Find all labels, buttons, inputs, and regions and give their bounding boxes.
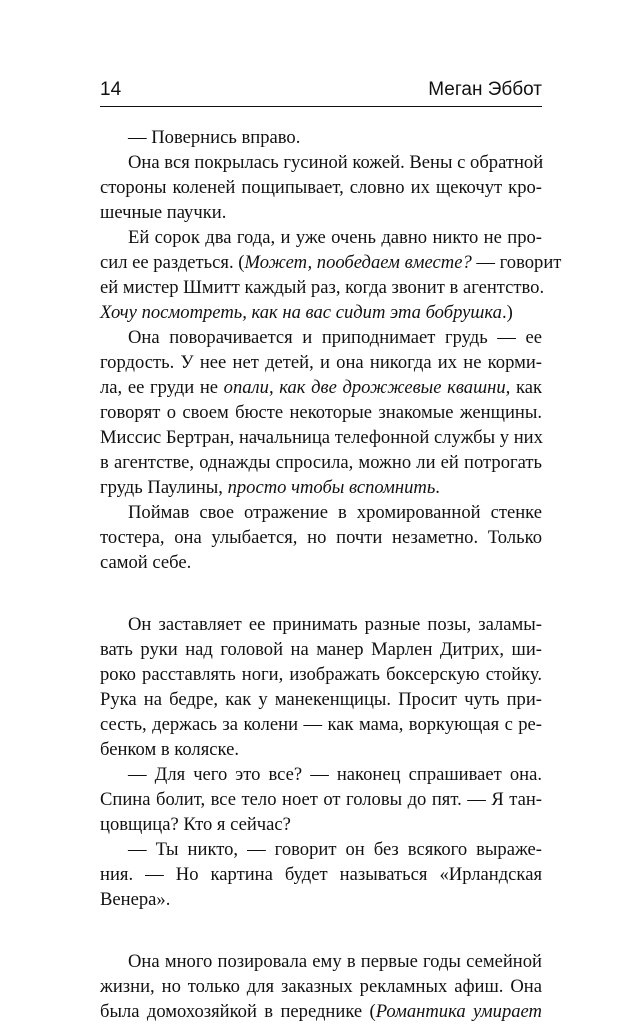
italic-phrase: Романтика умирает xyxy=(375,1001,542,1022)
section-break xyxy=(100,575,542,612)
text-line: цовщица? Кто я сейчас? xyxy=(100,814,291,835)
section-break xyxy=(100,912,542,949)
text-line: стороны коленей пощипывает, словно их щекочут кро- xyxy=(100,177,542,198)
page-header xyxy=(100,78,542,102)
text-line: ей мистер Шмитт каждый раз, когда звонит в агентство. xyxy=(100,277,545,298)
text-line: Миссис Бертран, начальница телефонной службы у них xyxy=(100,427,543,448)
text-line: шечные паучки. xyxy=(100,202,227,223)
text-line: сесть, держась за колени — как мама, воркующая с ре- xyxy=(100,714,542,735)
body-text xyxy=(100,125,562,1024)
running-head-author: Меган Эббот xyxy=(428,79,542,100)
text-line: в агентстве, однажды спросила, можно ли ей потрогать xyxy=(100,452,542,473)
text-line: грудь Паулины, просто чтобы вспомнить. xyxy=(100,477,440,498)
text-line: Рука на бедре, как у манекенщицы. Просит чуть при- xyxy=(100,689,542,710)
text-line: роко расставлять ноги, изображать боксерскую стойку. xyxy=(100,664,542,685)
text-line: Венера». xyxy=(100,889,171,910)
italic-phrase: опали, как две дрожжевые квашни, xyxy=(223,377,511,398)
text-line: ния. — Но картина будет называться «Ирландская xyxy=(100,864,542,885)
page-number: 14 xyxy=(100,79,122,100)
text-line: сил ее раздеться. (Может, пообедаем вместе? — говорит xyxy=(100,252,562,273)
text-line: Поймав свое отражение в хромированной стенке xyxy=(128,502,542,523)
text-line: Хочу посмотреть, как на вас сидит эта бобрушка.) xyxy=(100,302,513,323)
italic-phrase: Хочу посмотреть, как на вас сидит эта бобрушка xyxy=(100,302,502,323)
text-line: Она много позировала ему в первые годы семейной xyxy=(128,951,542,972)
text-line: говорят о своем бюсте некоторые знакомые женщины. xyxy=(100,402,542,423)
text-line: жизни, но только для заказных рекламных афиш. Она xyxy=(100,976,542,997)
italic-phrase: просто чтобы вспомнить xyxy=(227,477,436,498)
text-line: Он заставляет ее принимать разные позы, заламы- xyxy=(128,614,542,635)
text-line: — Повернись вправо. xyxy=(128,127,301,148)
text-line: самой себе. xyxy=(100,552,192,573)
text-line: бенком в коляске. xyxy=(100,739,239,760)
text-line: Она поворачивается и приподнимает грудь — ее xyxy=(128,327,542,348)
text-line: вать руки над головой на манер Марлен Дитрих, ши- xyxy=(100,639,542,660)
text-line: — Для чего это все? — наконец спрашивает она. xyxy=(128,764,542,785)
text-line: гордость. У нее нет детей, и она никогда их не корми- xyxy=(100,352,542,373)
text-line: Ей сорок два года, и уже очень давно никто не про- xyxy=(128,227,542,248)
text-line: Спина болит, все тело ноет от головы до пят. — Я тан- xyxy=(100,789,542,810)
text-line: была домохозяйкой в переднике (Романтика умирает xyxy=(100,1001,542,1022)
header-rule xyxy=(100,106,542,107)
text-line: Она вся покрылась гусиной кожей. Вены с обратной xyxy=(128,152,544,173)
text-line: ла, ее груди не опали, как две дрожжевые квашни, как xyxy=(100,377,542,398)
italic-phrase: Может, пообедаем вместе? xyxy=(244,252,472,273)
text-line: тостера, она улыбается, но почти незаметно. Только xyxy=(100,527,542,548)
text-line: — Ты никто, — говорит он без всякого выраже- xyxy=(128,839,542,860)
